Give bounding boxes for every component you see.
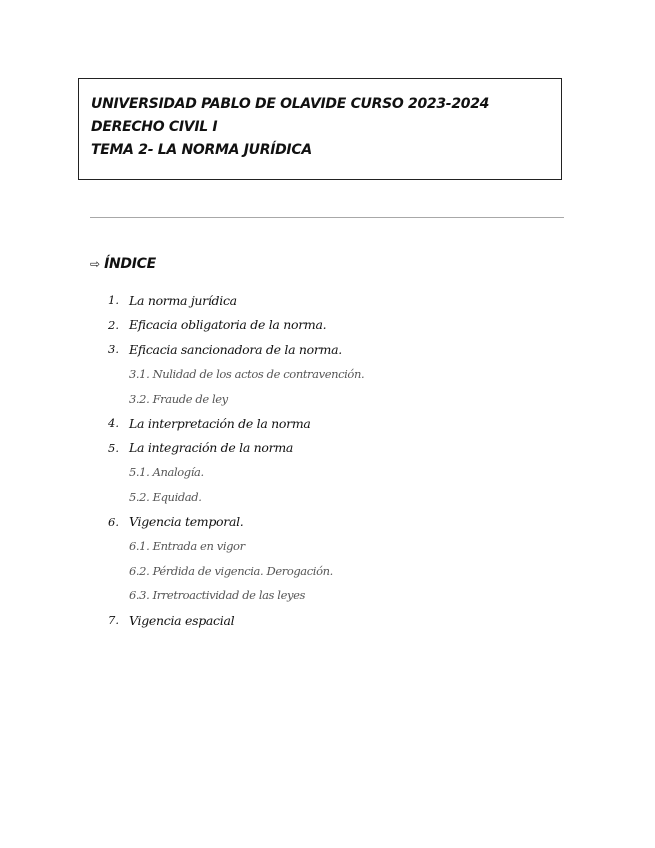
index-heading [90,254,156,274]
subject-line: DERECHO CIVIL I [91,119,218,135]
toc-subitem [108,534,548,559]
toc-item-text: La interpretación de la norma [129,415,311,431]
toc-subitem [108,362,548,387]
toc-item-number: 7. [108,613,119,628]
table-of-contents [108,288,548,632]
toc-subitem [108,485,548,510]
toc-subitem [108,460,548,485]
toc-item-number: 4. [108,416,119,431]
toc-subitem-text: 6.3. Irretroactividad de las leyes [129,588,305,603]
arrow-right-icon: ⇨ [90,257,101,271]
toc-item-text: Eficacia obligatoria de la norma. [129,317,327,333]
toc-item-text: La integración de la norma [129,440,294,456]
toc-item [108,608,548,633]
topic-line: TEMA 2- LA NORMA JURÍDICA [91,142,312,158]
index-label: ÍNDICE [104,256,156,272]
toc-item-text: Eficacia sancionadora de la norma. [129,341,342,357]
toc-subitem-text: 6.1. Entrada en vigor [129,539,245,554]
toc-subitem-text: 5.2. Equidad. [129,490,202,505]
toc-item-number: 1. [108,293,119,308]
toc-subitem [108,386,548,411]
toc-subitem-text: 5.1. Analogía. [129,465,204,480]
horizontal-divider [90,217,564,218]
toc-item [108,411,548,436]
university-line: UNIVERSIDAD PABLO DE OLAVIDE CURSO 2023-2024 [91,96,490,112]
toc-item-number: 3. [108,342,119,357]
title-box [78,78,562,180]
toc-subitem-text: 3.2. Fraude de ley [129,391,228,406]
toc-subitem-text: 6.2. Pérdida de vigencia. Derogación. [129,563,333,578]
toc-item [108,436,548,461]
toc-item [108,509,548,534]
toc-item-text: Vigencia temporal. [129,514,244,530]
toc-item-text: La norma jurídica [129,292,237,308]
toc-item [108,337,548,362]
toc-subitem [108,559,548,584]
toc-subitem-text: 3.1. Nulidad de los actos de contravención. [129,367,365,382]
toc-item [108,313,548,338]
toc-item-number: 2. [108,317,119,332]
toc-item [108,288,548,313]
toc-item-text: Vigencia espacial [129,612,235,628]
toc-subitem [108,583,548,608]
toc-item-number: 5. [108,440,119,455]
toc-item-number: 6. [108,514,119,529]
